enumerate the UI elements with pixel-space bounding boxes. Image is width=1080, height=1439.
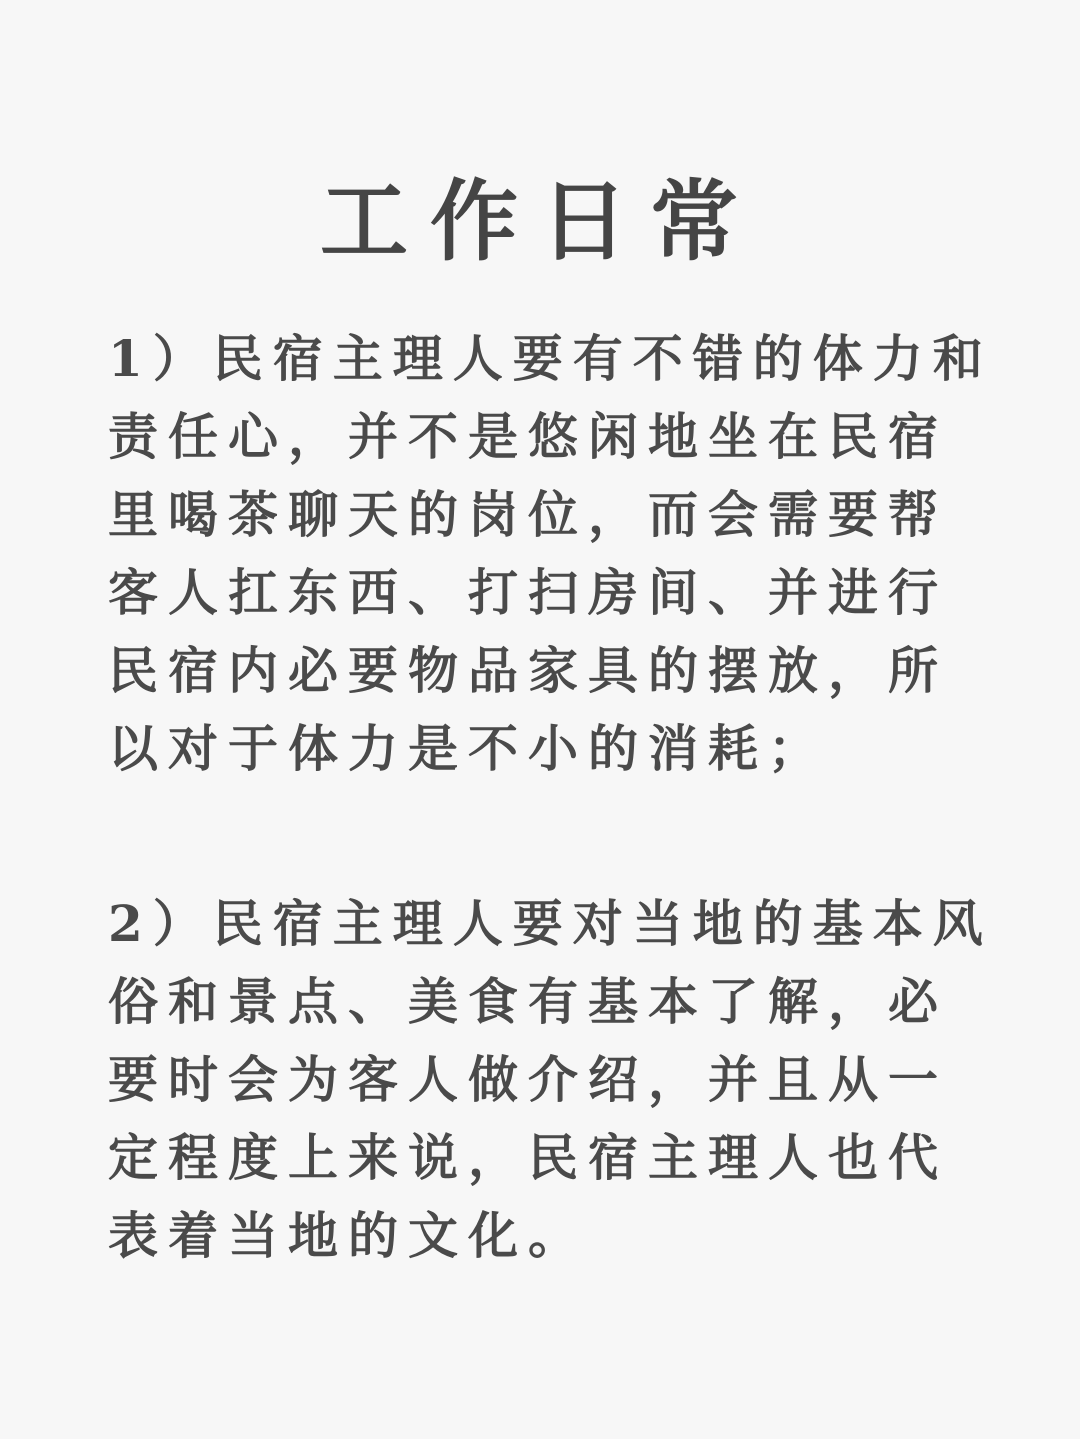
paragraph-line: 客人扛东西、打扫房间、并进行 [108,563,948,622]
page-title: 工作日常 [319,168,760,273]
paragraph-line: 1）民宿主理人要有不错的体力和 [108,329,993,388]
paragraph-1 [108,320,993,788]
paragraph-line: 俗和景点、美食有基本了解，必 [108,972,948,1031]
paragraph-line: 责任心，并不是悠闲地坐在民宿 [108,407,948,466]
paragraph-line: 表着当地的文化。 [108,1206,588,1265]
paragraph-line: 里喝茶聊天的岗位，而会需要帮 [108,485,948,544]
paragraph-line: 民宿内必要物品家具的摆放，所 [108,641,948,700]
paragraph-line: 以对于体力是不小的消耗； [108,719,828,778]
paragraph-line: 要时会为客人做介绍，并且从一 [108,1050,948,1109]
paragraph-line: 定程度上来说，民宿主理人也代 [108,1128,948,1187]
paragraph-2 [108,885,993,1275]
paragraph-line: 2）民宿主理人要对当地的基本风 [108,894,993,953]
